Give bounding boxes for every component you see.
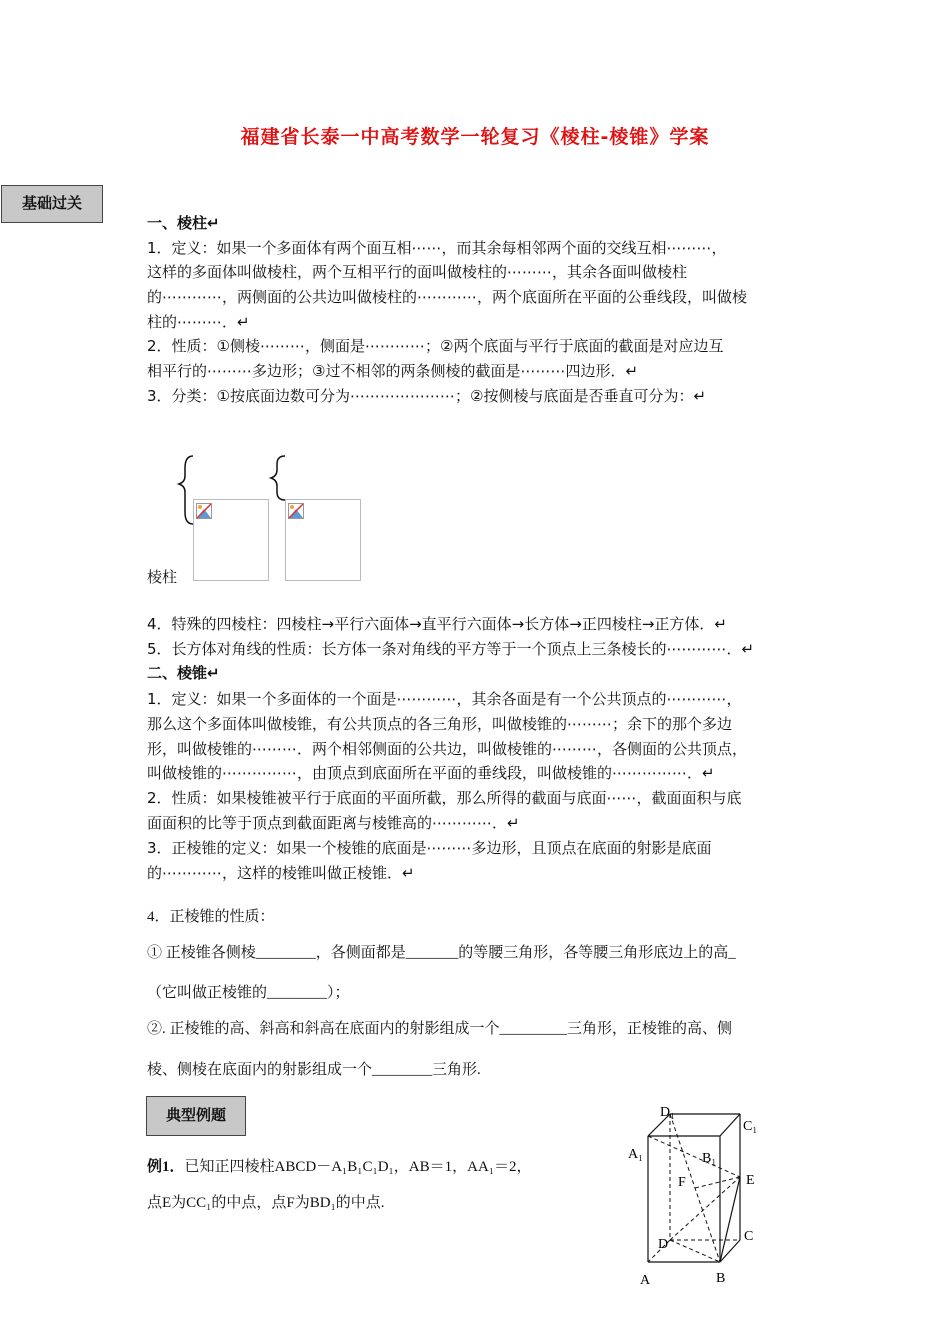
text-line: 相平行的⋯⋯⋯多边形；③过不相邻的两条侧棱的截面是⋯⋯⋯四边形．↵	[147, 362, 639, 380]
section-heading-prism: 一、棱柱↵	[147, 214, 220, 232]
text-line: 3．正棱锥的定义：如果一个棱锥的底面是⋯⋯⋯多边形，且顶点在底面的射影是底面	[147, 839, 712, 857]
broken-image-icon	[288, 503, 304, 519]
text-line: 形，叫做棱锥的⋯⋯⋯．两个相邻侧面的公共边，叫做棱锥的⋯⋯⋯，各侧面的公共顶点，	[147, 740, 748, 758]
text-line: 面面积的比等于顶点到截面距离与棱锥高的⋯⋯⋯⋯．↵	[147, 814, 520, 832]
text-line: 那么这个多面体叫做棱锥，有公共顶点的各三角形，叫做棱锥的⋯⋯⋯；余下的那个多边	[147, 715, 733, 733]
label-D: D	[658, 1237, 669, 1252]
text-line: 的⋯⋯⋯⋯，两侧面的公共边叫做棱柱的⋯⋯⋯⋯，两个底面所在平面的公垂线段，叫做棱	[147, 288, 748, 306]
label-C1: C₁	[743, 1119, 758, 1134]
label-B: B	[716, 1271, 726, 1286]
text-line: ① 正棱锥各侧棱________，各侧面都是_______的等腰三角形，各等腰三角形底边上的高_	[147, 945, 736, 961]
text-line: 这样的多面体叫做棱柱，两个互相平行的面叫做棱柱的⋯⋯⋯，其余各面叫做棱柱	[147, 263, 688, 281]
label-D1: D₁	[660, 1105, 675, 1120]
label-C: C	[744, 1229, 754, 1244]
text-line: 1．定义：如果一个多面体的一个面是⋯⋯⋯⋯，其余各面是有一个公共顶点的⋯⋯⋯⋯，	[147, 690, 742, 708]
text-line: 的⋯⋯⋯⋯，这样的棱锥叫做正棱锥．↵	[147, 864, 415, 882]
text-line: 4．正棱锥的性质：	[147, 909, 275, 925]
page-title: 福建省长泰一中高考数学一轮复习《棱柱-棱锥》学案	[240, 126, 710, 148]
text-line: 1．定义：如果一个多面体有两个面互相⋯⋯，而其余每相邻两个面的交线互相⋯⋯⋯，	[147, 239, 727, 257]
image-placeholder	[193, 499, 269, 581]
label-A1: A₁	[628, 1147, 643, 1162]
text-line: 柱的⋯⋯⋯．↵	[147, 313, 250, 331]
text-line: 叫做棱锥的⋯⋯⋯⋯⋯，由顶点到底面所在平面的垂线段，叫做棱锥的⋯⋯⋯⋯⋯．↵	[147, 764, 715, 782]
section-box-examples: 典型例题	[146, 1096, 246, 1136]
prism-label: 棱柱	[147, 568, 178, 586]
text-line: 3．分类：①按底面边数可分为⋯⋯⋯⋯⋯⋯⋯；②按侧棱与底面是否垂直可分为：↵	[147, 387, 707, 405]
text-line: 5．长方体对角线的性质：长方体一条对角线的平方等于一个顶点上三条棱长的⋯⋯⋯⋯．↵	[147, 640, 755, 658]
broken-image-icon	[196, 503, 212, 519]
example-line-2: 点E为CC₁的中点，点F为BD₁的中点.	[147, 1195, 385, 1211]
example-label: 例1．	[147, 1159, 185, 1175]
example-line-1	[147, 1155, 532, 1176]
section-box-basics: 基础过关	[1, 185, 103, 223]
label-B1: B₁	[702, 1151, 717, 1166]
text-line: 2．性质：①侧棱⋯⋯⋯，侧面是⋯⋯⋯⋯；②两个底面与平行于底面的截面是对应边互	[147, 337, 724, 355]
text-line: （它叫做正棱锥的________）；	[147, 985, 350, 1001]
text-line: 4．特殊的四棱柱：四棱柱→平行六面体→直平行六面体→长方体→正四棱柱→正方体．↵	[147, 615, 727, 633]
label-F: F	[678, 1175, 686, 1190]
text-line: ②. 正棱锥的高、斜高和斜高在底面内的射影组成一个_________三角形，正棱锥的高、侧	[147, 1021, 733, 1037]
label-E: E	[746, 1173, 755, 1188]
image-placeholder	[285, 499, 361, 581]
prism-figure	[620, 1100, 780, 1290]
text-line: 棱、侧棱在底面内的射影组成一个________三角形.	[147, 1062, 481, 1078]
example-text: 已知正四棱柱ABCD－A₁B₁C₁D₁，AB＝1，AA₁＝2，	[184, 1159, 532, 1175]
label-A: A	[640, 1273, 651, 1288]
section-heading-pyramid: 二、棱锥↵	[147, 664, 220, 682]
text-line: 2．性质：如果棱锥被平行于底面的平面所截，那么所得的截面与底面⋯⋯，截面面积与底	[147, 789, 742, 807]
